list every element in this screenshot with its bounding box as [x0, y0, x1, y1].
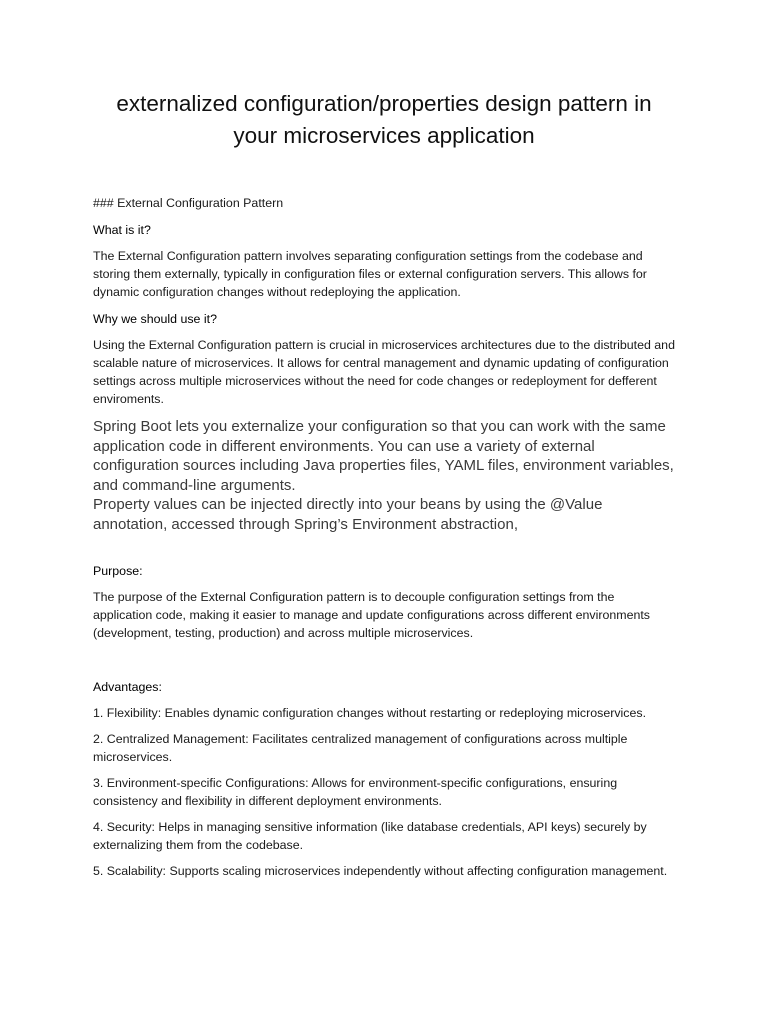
list-item: 4. Security: Helps in managing sensitive information (like database credentials, API keys) securely by externalizing them from the codebase.: [93, 819, 647, 852]
purpose-label: Purpose:: [93, 563, 143, 578]
what-is-it-text: The External Configuration pattern involves separating configuration settings from the codebase and storing them externally, typically in configuration files or external configuration servers. This allows for dynamic configuration changes without redeploying the application.: [93, 249, 647, 299]
list-item: 3. Environment-specific Configurations: Allows for environment-specific configurations, ensuring consistency and flexibility in different deployment environments.: [93, 775, 618, 808]
why-use-it-text: Using the External Configuration pattern is crucial in microservices architectures due to the distributed and scalable nature of microservices. It allows for central management and dynamic updating of configuration settings across multiple microservices without the need for code changes or redeployment for defferent enviroments.: [93, 338, 675, 406]
why-use-it-label: Why we should use it?: [93, 312, 217, 326]
what-is-it-label: What is it?: [93, 223, 151, 237]
advantages-label: Advantages:: [93, 679, 162, 694]
spring-note-line-2: Property values can be injected directly into your beans by using the @Value annotation, accessed through Spring’s Environment abstraction,: [93, 496, 603, 533]
spring-note-line-1: Spring Boot lets you externalize your configuration so that you can work with the same application code in different environments. You can use a variety of external configuration sources including Java properties files, YAML files, environment variables, and command-line arguments.: [93, 418, 674, 494]
list-item: 5. Scalability: Supports scaling microservices independently without affecting configuration management.: [93, 863, 668, 878]
document-title: [93, 0, 675, 152]
spring-boot-note: [93, 417, 675, 535]
title-line-2: your microservices application: [233, 123, 535, 148]
markdown-heading: ### External Configuration Pattern: [93, 196, 284, 210]
advantages-list: [93, 704, 675, 880]
title-line-1: externalized configuration/properties design pattern in: [116, 91, 652, 116]
list-item: 1. Flexibility: Enables dynamic configuration changes without restarting or redeploying microservices.: [93, 705, 647, 720]
purpose-text: The purpose of the External Configuration pattern is to decouple configuration settings from the application code, making it easier to manage and update configurations across different environments (development, testing, production) and across multiple microservices.: [93, 589, 650, 640]
list-item: 2. Centralized Management: Facilitates centralized management of configurations across multiple microservices.: [93, 731, 628, 764]
